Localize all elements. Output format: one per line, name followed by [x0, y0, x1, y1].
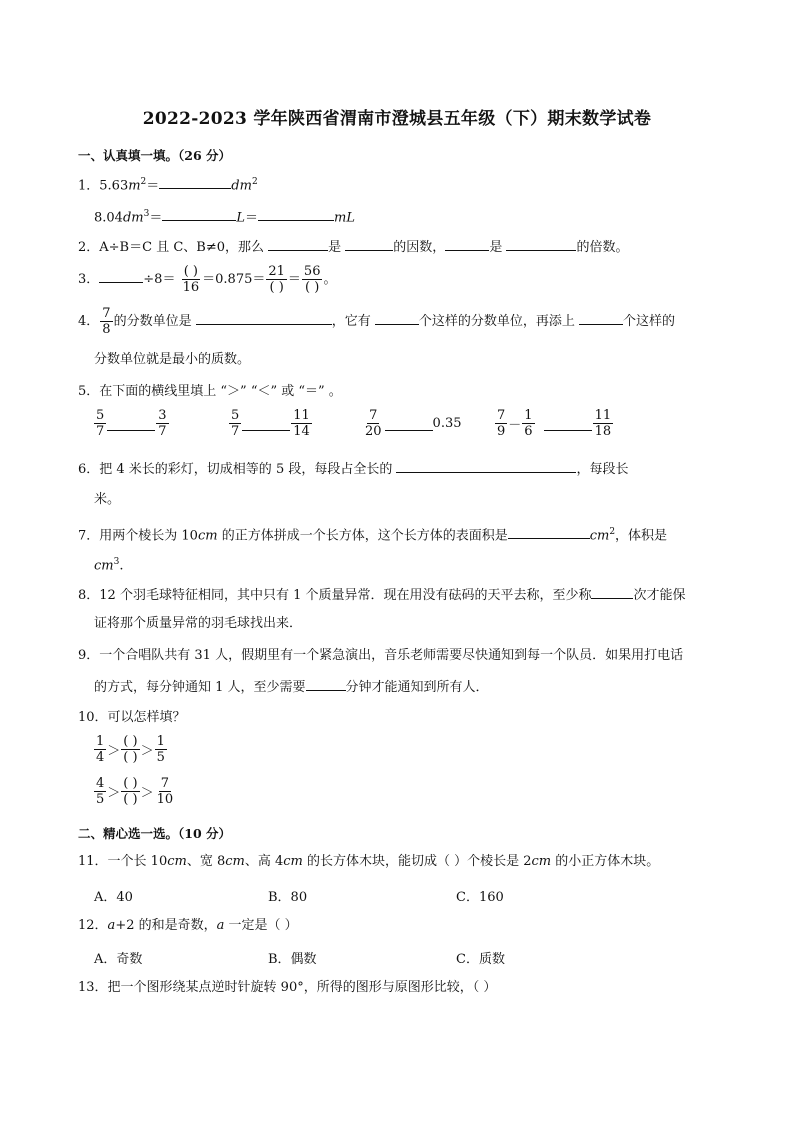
section-1-heading: 一、认真填一填。（26 分） — [78, 148, 231, 163]
question-9: 9．一个合唱队共有 31 人，假期里有一个紧急演出，音乐老师需要尽快通知到每一个队员．如果用打电话 — [78, 648, 684, 663]
answer-blank[interactable] — [396, 458, 576, 473]
question-12: 12．a+2 的和是奇数，a 一定是（ ） — [78, 918, 298, 933]
answer-blank[interactable] — [196, 310, 332, 325]
answer-blank[interactable] — [375, 310, 419, 325]
question-4: 4． $\frac{7}{8}$ 的分数单位是 ，它有 个这样的分数单位，再添上 个这样的 — [78, 306, 676, 337]
question-11: 11．一个长 10cm、宽 8cm、高 4cm 的长方体木块，能切成（ ）个棱长是 2cm 的小正方体木块。 — [78, 854, 660, 869]
question-6-cont: 米。 — [94, 492, 121, 507]
fraction: $\frac{21}{( )}$ — [268, 264, 285, 295]
compare-blank[interactable] — [107, 416, 155, 431]
fraction: $\frac{56}{( )}$ — [303, 264, 321, 295]
q10-row-1: $\frac{1}{4}$ ＞ $\frac{( )}{( )}$ ＞ $\frac{1}{5}$ — [96, 734, 165, 765]
section-2-heading: 二、精心选一选。（10 分） — [78, 826, 231, 841]
option-a[interactable]: A．奇数 — [94, 952, 143, 967]
option-c[interactable]: C．质数 — [456, 952, 505, 967]
answer-blank[interactable] — [508, 524, 590, 539]
question-1a: 1．$5.63m^2= dm^2$ — [78, 172, 258, 196]
compare-blank[interactable] — [242, 416, 290, 431]
question-3: 3． ÷8＝ $\frac{( )}{16}$ ＝0.875＝ $\frac{21}{( )}$ ＝ $\frac{56}{( )}$ 。 — [78, 264, 337, 295]
answer-blank[interactable] — [162, 206, 236, 221]
option-b[interactable]: B．偶数 — [268, 952, 317, 967]
compare-blank[interactable] — [385, 416, 433, 431]
compare-item-3: $\frac{7}{20}$ 0.35 — [365, 408, 462, 439]
answer-blank[interactable] — [591, 584, 633, 599]
page-title: 2022-2023 学年陕西省渭南市澄城县五年级（下）期末数学试卷 — [142, 109, 652, 129]
question-2: 2．A÷B＝C 且 C、B≠0，那么 是 的因数， 是 的倍数。 — [78, 236, 628, 258]
question-8: 8．12 个羽毛球特征相同，其中只有 1 个质量异常．现在用没有砝码的天平去称，至少称 次才能保 — [78, 584, 686, 606]
question-5: 5．在下面的横线里填上 “＞” “＜” 或 “＝” 。 — [78, 384, 342, 399]
question-7-cont: $cm^3$. — [94, 557, 124, 574]
question-13: 13．把一个图形绕某点逆时针旋转 90°，所得的图形与原图形比较，（ ） — [78, 980, 497, 995]
answer-blank[interactable] — [159, 174, 231, 189]
answer-blank[interactable] — [306, 676, 346, 691]
question-9-cont: 的方式，每分钟通知 1 人，至少需要 分钟才能通知到所有人． — [94, 676, 489, 698]
compare-item-4: $\frac{7}{9}$ － $\frac{1}{6}$ $\frac{11}{18}$ — [497, 408, 612, 439]
answer-blank[interactable] — [579, 310, 623, 325]
compare-item-1: $\frac{5}{7}$ $\frac{3}{7}$ — [96, 408, 167, 439]
answer-blank[interactable] — [268, 236, 328, 251]
question-10: 10．可以怎样填？ — [78, 710, 186, 725]
question-8-cont: 证将那个质量异常的羽毛球找出来． — [94, 616, 303, 631]
question-6: 6．把 4 米长的彩灯，切成相等的 5 段，每段占全长的 ，每段长 — [78, 458, 629, 480]
question-1b: $8.04dm^3= L=$ mL — [94, 204, 355, 228]
option-b[interactable]: B．80 — [268, 890, 308, 905]
answer-fraction[interactable]: $\frac{( )}{( )}$ — [123, 734, 138, 765]
q10-row-2: $\frac{4}{5}$ ＞ $\frac{( )}{( )}$ ＞ $\frac{7}{10}$ — [96, 776, 174, 807]
answer-fraction[interactable]: $\frac{( )}{( )}$ — [123, 776, 138, 807]
answer-blank[interactable] — [345, 236, 393, 251]
answer-blank[interactable] — [506, 236, 576, 251]
compare-blank[interactable] — [544, 416, 592, 431]
answer-blank[interactable] — [258, 206, 334, 221]
compare-item-2: $\frac{5}{7}$ $\frac{11}{14}$ — [231, 408, 310, 439]
option-c[interactable]: C．160 — [456, 890, 504, 905]
answer-blank[interactable] — [99, 268, 143, 283]
question-4-cont: 分数单位就是最小的质数。 — [94, 352, 251, 367]
option-a[interactable]: A．40 — [94, 890, 133, 905]
fraction: $\frac{7}{8}$ — [102, 306, 111, 337]
answer-blank[interactable] — [445, 236, 489, 251]
question-7: 7．用两个棱长为 10cm 的正方体拼成一个长方体，这个长方体的表面积是 $cm^2$，体积是 — [78, 522, 667, 546]
fraction: $\frac{( )}{16}$ — [182, 264, 200, 295]
